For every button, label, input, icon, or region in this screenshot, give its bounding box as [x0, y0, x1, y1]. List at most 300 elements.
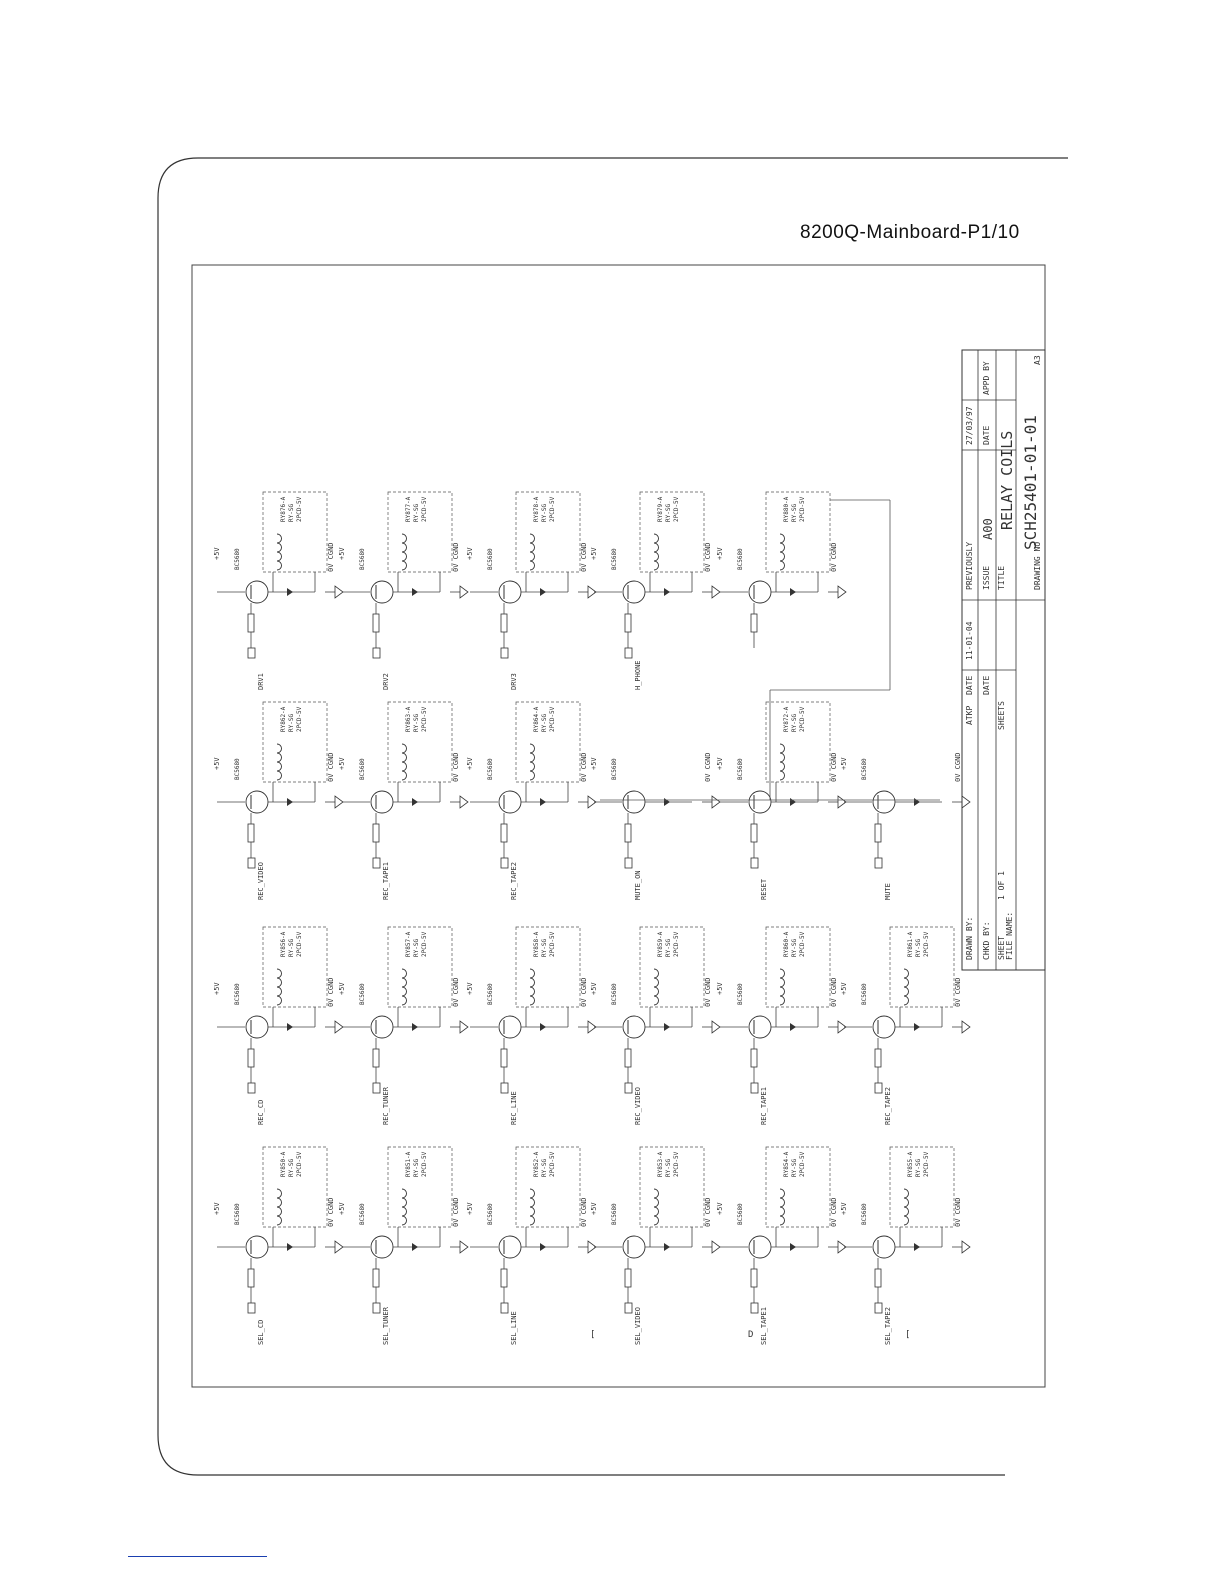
relay-driver-cell [466, 1147, 596, 1345]
transistor-label: BC5680 [487, 548, 494, 570]
relay-box [640, 492, 704, 572]
signal-port [875, 858, 882, 868]
relay-driver-cell [213, 702, 343, 900]
signal-label: REC_TAPE2 [510, 862, 518, 900]
supply-label: +5V [213, 547, 221, 560]
transistor-symbol [749, 791, 771, 813]
diode-symbol [540, 798, 546, 806]
resistor-symbol [248, 1269, 254, 1287]
diode-symbol [914, 1023, 920, 1031]
relay-type-label: RY-SG [413, 713, 420, 732]
transistor-symbol [499, 1236, 521, 1258]
drawing-frame [192, 265, 1045, 1387]
relay-type-label: RY-SG [541, 713, 548, 732]
relay-box [263, 492, 327, 572]
marker-d: D [748, 1330, 754, 1340]
ground-symbol [838, 586, 846, 598]
signal-label: REC_CD [257, 1099, 265, 1125]
relay-type-label: RY-SG [665, 938, 672, 957]
relay-box [263, 927, 327, 1007]
resistor-symbol [751, 1049, 757, 1067]
relay-part-label: 2PCD-5V [296, 931, 303, 957]
relay-label: RY872-A [783, 706, 790, 732]
relay-label: RY855-A [907, 1151, 914, 1177]
signal-label: REC_TAPE1 [760, 1087, 768, 1125]
ground-symbol [460, 1241, 468, 1253]
transistor-symbol [873, 1016, 895, 1038]
signal-label: REC_VIDEO [257, 862, 265, 900]
signal-port [501, 858, 508, 868]
relay-label: RY858-A [533, 931, 540, 957]
ground-symbol [712, 796, 720, 808]
relay-type-label: RY-SG [413, 938, 420, 957]
relay-label: RY857-A [405, 931, 412, 957]
title-block [962, 350, 1045, 970]
relay-label: RY876-A [280, 496, 287, 522]
relay-box [388, 702, 452, 782]
signal-port [875, 1083, 882, 1093]
diode-symbol [412, 588, 418, 596]
drawing-no-label: DRAWING NO [1033, 541, 1042, 590]
relay-type-label: RY-SG [541, 938, 548, 957]
relay-driver-cell [840, 927, 970, 1125]
signal-label: DRV1 [257, 673, 265, 690]
signal-port [373, 858, 380, 868]
transistor-symbol [623, 1016, 645, 1038]
relay-label: RY854-A [783, 1151, 790, 1177]
signal-port [501, 1083, 508, 1093]
relay-part-label: 2PCD-5V [673, 496, 680, 522]
relay-label: RY862-A [280, 706, 287, 732]
sheets-label: SHEETS [997, 701, 1006, 730]
drawing-number: SCH25401-01-01 [1021, 415, 1040, 550]
supply-label: +5V [716, 547, 724, 560]
signal-label: MUTE_ON [634, 870, 642, 900]
relay-driver-cell [590, 752, 720, 900]
relay-box [640, 927, 704, 1007]
ground-label: 0V CGND [327, 542, 335, 572]
signal-label: REC_TAPE2 [884, 1087, 892, 1125]
relay-part-label: 2PCD-5V [673, 1151, 680, 1177]
signal-label: SEL_TUNER [382, 1307, 390, 1345]
relay-part-label: 2PCD-5V [421, 706, 428, 732]
relay-box [516, 1147, 580, 1227]
transistor-symbol [623, 581, 645, 603]
supply-label: +5V [716, 1202, 724, 1215]
signal-port [751, 1303, 758, 1313]
diode-symbol [664, 1023, 670, 1031]
relay-driver-cell [466, 702, 596, 900]
transistor-symbol [873, 791, 895, 813]
diode-symbol [664, 588, 670, 596]
signal-label: H_PHONE [634, 660, 642, 690]
drawn-by-value: ATKP [965, 705, 974, 725]
resistor-symbol [751, 614, 757, 632]
ground-label: 0V CGND [704, 752, 712, 782]
diode-symbol [790, 588, 796, 596]
page-border [158, 158, 1068, 1475]
resistor-symbol [501, 824, 507, 842]
ground-symbol [712, 586, 720, 598]
ground-label: 0V CGND [327, 1197, 335, 1227]
diode-symbol [790, 1023, 796, 1031]
relay-part-label: 2PCD-5V [799, 496, 806, 522]
relay-driver-cell [338, 702, 468, 900]
supply-label: +5V [213, 1202, 221, 1215]
relay-part-label: 2PCD-5V [673, 931, 680, 957]
resistor-symbol [875, 1269, 881, 1287]
relay-type-label: RY-SG [413, 503, 420, 522]
relay-part-label: 2PCD-5V [549, 496, 556, 522]
relay-label: RY880-A [783, 496, 790, 522]
ground-symbol [335, 1021, 343, 1033]
signal-port [625, 1303, 632, 1313]
relay-box [388, 1147, 452, 1227]
diode-symbol [540, 1023, 546, 1031]
signal-port [373, 1303, 380, 1313]
relay-box [516, 702, 580, 782]
ground-symbol [335, 586, 343, 598]
date-value: 11-01-04 [965, 621, 974, 660]
signal-port [751, 858, 758, 868]
supply-label: +5V [213, 757, 221, 770]
relay-driver-cell [590, 1147, 720, 1345]
diode-symbol [287, 798, 293, 806]
signal-port [373, 1083, 380, 1093]
signal-port [501, 1303, 508, 1313]
ground-label: 0V CGND [580, 752, 588, 782]
approved-by-label: APPD BY [982, 361, 991, 395]
transistor-label: BC5680 [359, 983, 366, 1005]
relay-type-label: RY-SG [791, 938, 798, 957]
previously-label: PREVIOUSLY [965, 541, 974, 590]
diode-symbol [540, 588, 546, 596]
relay-driver-cell [716, 492, 846, 648]
diode-symbol [664, 1243, 670, 1251]
transistor-label: BC5680 [234, 983, 241, 1005]
ground-symbol [962, 1241, 970, 1253]
sheet-label: SHEET [997, 935, 1006, 960]
diode-symbol [790, 798, 796, 806]
diode-symbol [790, 1243, 796, 1251]
transistor-label: BC5680 [737, 758, 744, 780]
relay-driver-cell [338, 927, 468, 1125]
relay-box [388, 927, 452, 1007]
transistor-symbol [246, 581, 268, 603]
transistor-label: BC5680 [861, 1203, 868, 1225]
supply-label: +5V [466, 982, 474, 995]
relay-driver-cell [213, 492, 343, 690]
ground-label: 0V CGND [830, 977, 838, 1007]
ground-symbol [335, 1241, 343, 1253]
transistor-symbol [499, 581, 521, 603]
relay-box [766, 492, 830, 572]
transistor-label: BC5680 [234, 758, 241, 780]
relay-driver-cell [716, 702, 846, 900]
relay-box [890, 1147, 954, 1227]
issue-value: A00 [981, 518, 995, 540]
relay-box [766, 702, 830, 782]
transistor-label: BC5680 [861, 758, 868, 780]
signal-label: REC_VIDEO [634, 1087, 642, 1125]
resistor-symbol [625, 1049, 631, 1067]
ground-symbol [460, 586, 468, 598]
relay-type-label: RY-SG [791, 503, 798, 522]
ground-label: 0V CGND [452, 977, 460, 1007]
signal-label: SEL_VIDEO [634, 1307, 642, 1345]
ground-label: 0V CGND [580, 542, 588, 572]
ground-label: 0V CGND [452, 542, 460, 572]
diode-symbol [287, 588, 293, 596]
resistor-symbol [625, 614, 631, 632]
marker-c: [ [590, 1330, 596, 1340]
relay-box [766, 927, 830, 1007]
resistor-symbol [625, 1269, 631, 1287]
diode-symbol [914, 1243, 920, 1251]
transistor-symbol [246, 1016, 268, 1038]
relay-type-label: RY-SG [288, 503, 295, 522]
ground-label: 0V CGND [830, 542, 838, 572]
ground-label: 0V CGND [452, 1197, 460, 1227]
transistor-label: BC5680 [359, 1203, 366, 1225]
signal-port [248, 1083, 255, 1093]
relay-driver-cell [466, 927, 596, 1125]
ground-symbol [712, 1241, 720, 1253]
signal-label: SEL_TAPE2 [884, 1307, 892, 1345]
relay-type-label: RY-SG [288, 938, 295, 957]
issue-label: ISSUE [982, 565, 991, 590]
relay-box [766, 1147, 830, 1227]
ground-label: 0V CGND [954, 752, 962, 782]
transistor-label: BC5680 [611, 548, 618, 570]
relay-type-label: RY-SG [791, 1158, 798, 1177]
signal-label: REC_LINE [510, 1091, 518, 1125]
checked-by-label: CHKD BY: [982, 921, 991, 960]
ground-label: 0V CGND [704, 977, 712, 1007]
drawing-title: RELAY COILS [998, 430, 1016, 530]
transistor-label: BC5680 [737, 1203, 744, 1225]
title-label: TITLE [997, 565, 1006, 590]
ground-label: 0V CGND [830, 1197, 838, 1227]
transistor-label: BC5680 [487, 983, 494, 1005]
relay-driver-cell [338, 492, 468, 690]
relay-driver-cell [338, 1147, 468, 1345]
ground-symbol [962, 1021, 970, 1033]
date-label-2: DATE [982, 675, 991, 695]
signal-port [248, 648, 255, 658]
file-name-label: FILE NAME: [1005, 911, 1014, 960]
supply-label: +5V [590, 1202, 598, 1215]
relay-part-label: 2PCD-5V [421, 496, 428, 522]
transistor-symbol [371, 1236, 393, 1258]
transistor-symbol [371, 791, 393, 813]
relay-label: RY852-A [533, 1151, 540, 1177]
signal-label: SEL_LINE [510, 1311, 518, 1345]
signal-port [373, 648, 380, 658]
signal-port [248, 1303, 255, 1313]
relay-part-label: 2PCD-5V [799, 1151, 806, 1177]
relay-driver-cell [716, 1147, 846, 1345]
relay-part-label: 2PCD-5V [296, 1151, 303, 1177]
signal-port [751, 1083, 758, 1093]
relay-driver-cell [213, 927, 343, 1125]
ground-label: 0V CGND [954, 1197, 962, 1227]
transistor-label: BC5680 [487, 1203, 494, 1225]
ground-label: 0V CGND [452, 752, 460, 782]
relay-driver-cell [840, 1147, 970, 1345]
relay-type-label: RY-SG [665, 503, 672, 522]
relay-type-label: RY-SG [541, 503, 548, 522]
relay-label: RY856-A [280, 931, 287, 957]
supply-label: +5V [590, 547, 598, 560]
relay-type-label: RY-SG [915, 938, 922, 957]
drawn-by-label: DRAWN BY: [965, 916, 974, 960]
relay-label: RY860-A [783, 931, 790, 957]
relay-part-label: 2PCD-5V [923, 1151, 930, 1177]
relay-part-label: 2PCD-5V [549, 931, 556, 957]
relay-type-label: RY-SG [791, 713, 798, 732]
transistor-symbol [246, 791, 268, 813]
transistor-symbol [623, 1236, 645, 1258]
diode-symbol [412, 1243, 418, 1251]
relay-box [388, 492, 452, 572]
transistor-label: BC5680 [234, 1203, 241, 1225]
signal-label: SEL_CD [257, 1319, 265, 1345]
relay-box [640, 1147, 704, 1227]
signal-port [248, 858, 255, 868]
signal-port [625, 858, 632, 868]
signal-port [875, 1303, 882, 1313]
ground-label: 0V CGND [954, 977, 962, 1007]
transistor-symbol [749, 1016, 771, 1038]
resistor-symbol [373, 1269, 379, 1287]
transistor-label: BC5680 [737, 983, 744, 1005]
relay-part-label: 2PCD-5V [549, 706, 556, 732]
supply-label: +5V [590, 982, 598, 995]
transistor-label: BC5680 [359, 758, 366, 780]
transistor-symbol [873, 1236, 895, 1258]
signal-label: REC_TUNER [382, 1087, 390, 1125]
ground-label: 0V CGND [327, 977, 335, 1007]
previous-date: 27/03/97 [965, 406, 974, 445]
transistor-label: BC5680 [611, 983, 618, 1005]
resistor-symbol [875, 1049, 881, 1067]
diode-symbol [914, 798, 920, 806]
relay-type-label: RY-SG [288, 1158, 295, 1177]
relay-driver-cell [213, 1147, 343, 1345]
signal-label: DRV3 [510, 673, 518, 690]
ground-symbol [962, 796, 970, 808]
relay-driver-cell [590, 492, 720, 690]
relay-type-label: RY-SG [541, 1158, 548, 1177]
transistor-symbol [371, 1016, 393, 1038]
relay-part-label: 2PCD-5V [799, 931, 806, 957]
date-label-3: DATE [982, 425, 991, 445]
date-label: DATE [965, 675, 974, 695]
resistor-symbol [501, 614, 507, 632]
supply-label: +5V [466, 547, 474, 560]
transistor-label: BC5680 [234, 548, 241, 570]
transistor-symbol [749, 581, 771, 603]
relay-label: RY851-A [405, 1151, 412, 1177]
transistor-label: BC5680 [359, 548, 366, 570]
relay-part-label: 2PCD-5V [799, 706, 806, 732]
signal-port [625, 1083, 632, 1093]
resistor-symbol [373, 824, 379, 842]
ground-label: 0V CGND [704, 542, 712, 572]
signal-label: SEL_TAPE1 [760, 1307, 768, 1345]
transistor-symbol [371, 581, 393, 603]
ground-label: 0V CGND [580, 1197, 588, 1227]
sheet-value: 1 OF 1 [997, 871, 1006, 900]
resistor-symbol [501, 1049, 507, 1067]
ground-symbol [335, 796, 343, 808]
transistor-symbol [246, 1236, 268, 1258]
supply-label: +5V [466, 757, 474, 770]
transistor-label: BC5680 [861, 983, 868, 1005]
ground-symbol [712, 1021, 720, 1033]
transistor-label: BC5680 [737, 548, 744, 570]
relay-part-label: 2PCD-5V [296, 496, 303, 522]
diode-symbol [287, 1023, 293, 1031]
ground-symbol [460, 1021, 468, 1033]
supply-label: +5V [338, 982, 346, 995]
relay-type-label: RY-SG [413, 1158, 420, 1177]
page-title: 8200Q-Mainboard-P1/10 [800, 222, 1020, 243]
ground-symbol [460, 796, 468, 808]
relay-label: RY850-A [280, 1151, 287, 1177]
resistor-symbol [625, 824, 631, 842]
relay-label: RY859-A [657, 931, 664, 957]
resistor-symbol [751, 824, 757, 842]
supply-label: +5V [840, 1202, 848, 1215]
relay-box [263, 1147, 327, 1227]
supply-label: +5V [338, 547, 346, 560]
resistor-symbol [248, 824, 254, 842]
relay-type-label: RY-SG [288, 713, 295, 732]
relay-label: RY864-A [533, 706, 540, 732]
marker-e: [ [905, 1330, 911, 1340]
relay-label: RY863-A [405, 706, 412, 732]
relay-box [516, 927, 580, 1007]
relay-part-label: 2PCD-5V [421, 1151, 428, 1177]
relay-label: RY853-A [657, 1151, 664, 1177]
signal-port [625, 648, 632, 658]
relay-label: RY879-A [657, 496, 664, 522]
transistor-label: BC5680 [487, 758, 494, 780]
supply-label: +5V [840, 982, 848, 995]
transistor-symbol [749, 1236, 771, 1258]
supply-label: +5V [213, 982, 221, 995]
supply-label: +5V [338, 757, 346, 770]
diode-symbol [412, 1023, 418, 1031]
diode-symbol [412, 798, 418, 806]
interconnect-wires [600, 500, 940, 800]
resistor-symbol [751, 1269, 757, 1287]
relay-part-label: 2PCD-5V [421, 931, 428, 957]
ground-label: 0V CGND [830, 752, 838, 782]
relay-label: RY861-A [907, 931, 914, 957]
resistor-symbol [248, 614, 254, 632]
signal-label: DRV2 [382, 673, 390, 690]
resistor-symbol [373, 614, 379, 632]
resistor-symbol [248, 1049, 254, 1067]
diode-symbol [287, 1243, 293, 1251]
relay-part-label: 2PCD-5V [296, 706, 303, 732]
signal-label: MUTE [884, 883, 892, 900]
relay-box [890, 927, 954, 1007]
relay-driver-cell [716, 927, 846, 1125]
